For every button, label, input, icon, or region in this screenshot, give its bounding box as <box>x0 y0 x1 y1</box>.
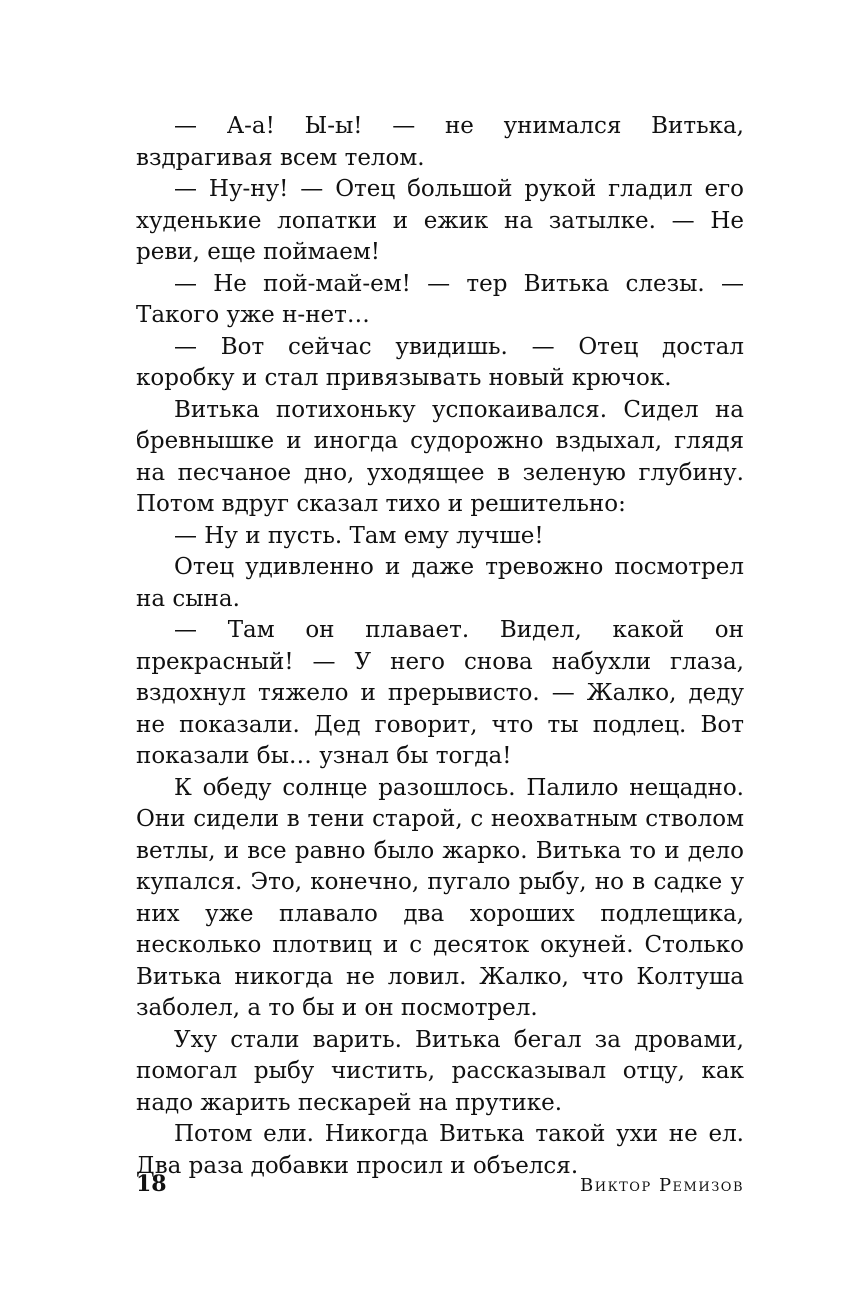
paragraph: Отец удивленно и даже тревожно посмотрел на сына. <box>136 554 744 612</box>
paragraph: — Там он плавает. Видел, какой он прекрасный! — У него снова набухли глаза, вздохнул тяжело и прерывисто. — Жалко, деду не показали. Дед говорит, что ты подлец. Вот показали бы… узнал бы тогда! <box>136 617 744 769</box>
paragraph: — Вот сейчас увидишь. — Отец достал коробку и стал привязывать новый крючок. <box>136 333 744 391</box>
paragraph: Потом ели. Никогда Витька такой ухи не ел. Два раза добавки просил и объелся. <box>136 1121 744 1179</box>
body-text <box>136 111 744 1182</box>
paragraph: — Ну и пусть. Там ему лучше! <box>174 522 544 549</box>
paragraph: Витька потихоньку успокаивался. Сидел на бревнышке и иногда судорожно вздыхал, глядя на песчаное дно, уходящее в зеленую глубину. Потом вдруг сказал тихо и решительно: <box>136 396 744 517</box>
paragraph: — Не пой-май-ем! — тер Витька слезы. — Такого уже н-нет… <box>136 270 744 328</box>
running-head-author: Виктор Ремизов <box>580 1175 744 1196</box>
page-footer <box>136 1167 744 1203</box>
paragraph: К обеду солнце разошлось. Палило нещадно. Они сидели в тени старой, с неохватным стволом ветлы, и все равно было жарко. Витька то и дело купался. Это, конечно, пугало рыбу, но в садке у них уже плавало два хороших подлещика, несколько плотвиц и с десяток окуней. Столько Витька никогда не ловил. Жалко, что Колтуша заболел, а то бы и он посмотрел. <box>136 774 744 1021</box>
paragraph: Уху стали варить. Витька бегал за дровами, помогал рыбу чистить, рассказывал отцу, как надо жарить пескарей на прутике. <box>136 1026 744 1116</box>
paragraph: — Ну-ну! — Отец большой рукой гладил его худенькие лопатки и ежик на затылке. — Не реви, еще поймаем! <box>136 176 744 265</box>
paragraph: — А-а! Ы-ы! — не унимался Витька, вздрагивая всем телом. <box>136 113 744 171</box>
page-number: 18 <box>136 1171 167 1197</box>
